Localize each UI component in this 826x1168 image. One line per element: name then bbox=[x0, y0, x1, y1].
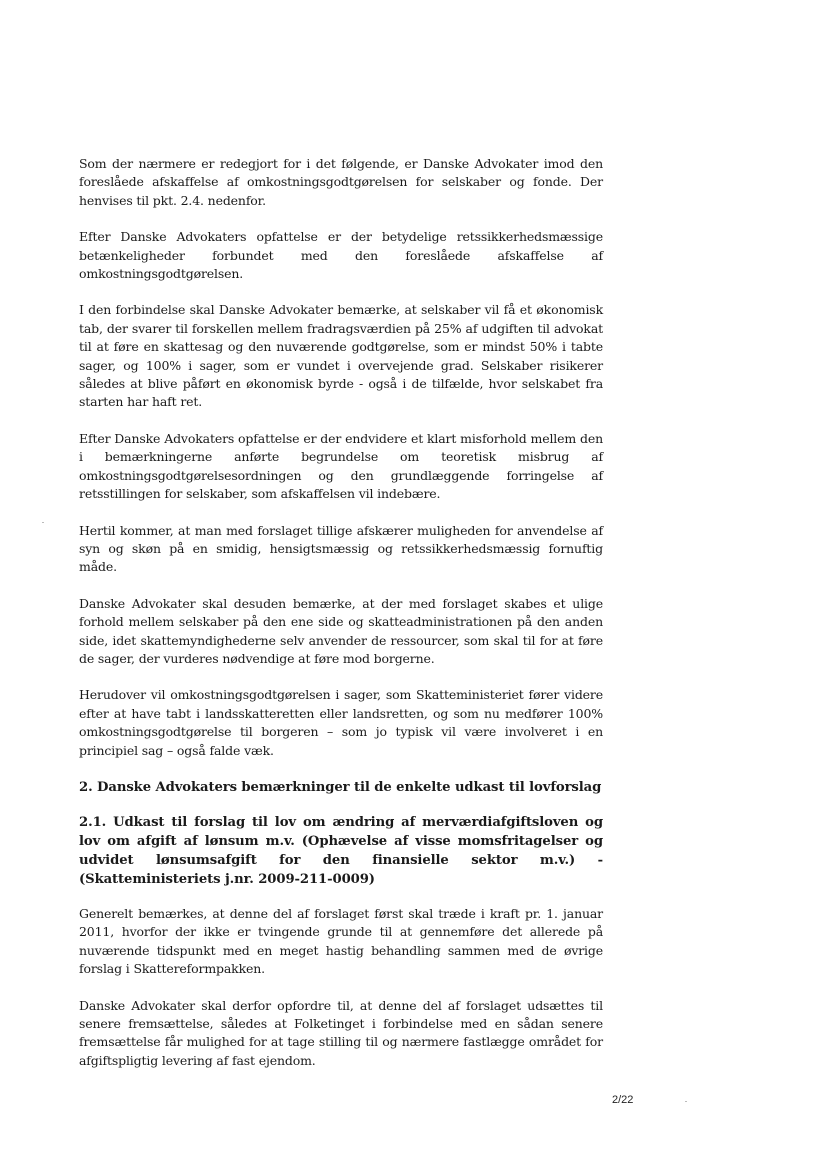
scan-speck bbox=[685, 1101, 687, 1102]
paragraph-general-remark: Generelt bemærkes, at denne del af forslaget først skal træde i kraft pr. 1. januar 2011, hvorfor der ikke er tvingende grunde til at gennemføre det allerede på nuværende tidspunkt med en meget hastig behandling sammen med de øvrige forslag i Skattereformpakken. bbox=[79, 905, 603, 977]
subsection-heading: 2.1. Udkast til forslag til lov om ændring af merværdiafgiftsloven og lov om afgift af lønsum m.v. (Ophævelse af visse momsfritagelser og udvidet lønsumsafgift for den finansielle sektor m.v.) - (Skatteministeriets j.nr. 2009-211-0009) bbox=[79, 814, 603, 887]
paragraph-unequal-relationship: Danske Advokater skal desuden bemærke, at der med forslaget skabes et ulige forhold mellem selskaber på den ene side og skatteadministrationen på den anden side, idet skattemyndighederne selv anvender de ressourcer, som skal til for at føre de sager, der vurderes nødvendige at føre mod borgerne. bbox=[79, 595, 603, 666]
paragraph-expert-assessment: Hertil kommer, at man med forslaget tillige afskærer muligheden for anvendelse af syn og skøn på en smidig, hensigtsmæssig og retssikkerhedsmæssig fornuftig måde. bbox=[79, 522, 603, 575]
page-number: 2/22 bbox=[612, 1094, 634, 1106]
paragraph-ministry-cases: Herudover vil omkostningsgodtgørelsen i sager, som Skatteministeriet fører videre efter at have tabt i landsskatteretten eller landsretten, og som nu medfører 100% omkostningsgodtgørelse til borgeren – som jo typisk vil være involveret i en principiel sag – også falde væk. bbox=[79, 687, 603, 758]
scan-speck bbox=[42, 522, 44, 523]
paragraph-legal-concerns: Efter Danske Advokaters opfattelse er der betydelige retssikkerhedsmæssige betænkeligheder forbundet med den foreslåede afskaffelse af omkostningsgodtgørelsen. bbox=[79, 229, 603, 282]
document-body bbox=[79, 155, 603, 1088]
paragraph-misproportion: Efter Danske Advokaters opfattelse er der endvidere et klart misforhold mellem den i bemærkningerne anførte begrundelse om teoretisk misbrug af omkostningsgodtgørelsesordningen og den grundlæggende forringelse af retsstillingen for selskaber, som afskaffelsen vil indebære. bbox=[79, 430, 603, 502]
paragraph-intro: Som der nærmere er redegjort for i det følgende, er Danske Advokater imod den foreslåede afskaffelse af omkostningsgodtgørelsen for selskaber og fonde. Der henvises til pkt. 2.4. nedenfor. bbox=[79, 156, 603, 208]
paragraph-economic-loss: I den forbindelse skal Danske Advokater bemærke, at selskaber vil få et økonomisk tab, der svarer til forskellen mellem fradragsværdien på 25% af udgiften til advokat til at føre en skattesag og den nuværende godtgørelse, som er mindst 50% i tabte sager, og 100% i sager, som er vundet i overvejende grad. Selskaber risikerer således at blive påført en økonomisk byrde - også i de tilfælde, hvor selskabet fra starten har haft ret. bbox=[79, 302, 603, 410]
section-heading: 2. Danske Advokaters bemærkninger til de enkelte udkast til lovforslag bbox=[79, 779, 602, 795]
paragraph-postponement: Danske Advokater skal derfor opfordre til, at denne del af forslaget udsættes til senere fremsættelse, således at Folketinget i forbindelse med en sådan senere fremsættelse får mulighed for at tage stilling til og nærmere fastlægge området for afgiftspligtig levering af fast ejendom. bbox=[79, 997, 603, 1068]
